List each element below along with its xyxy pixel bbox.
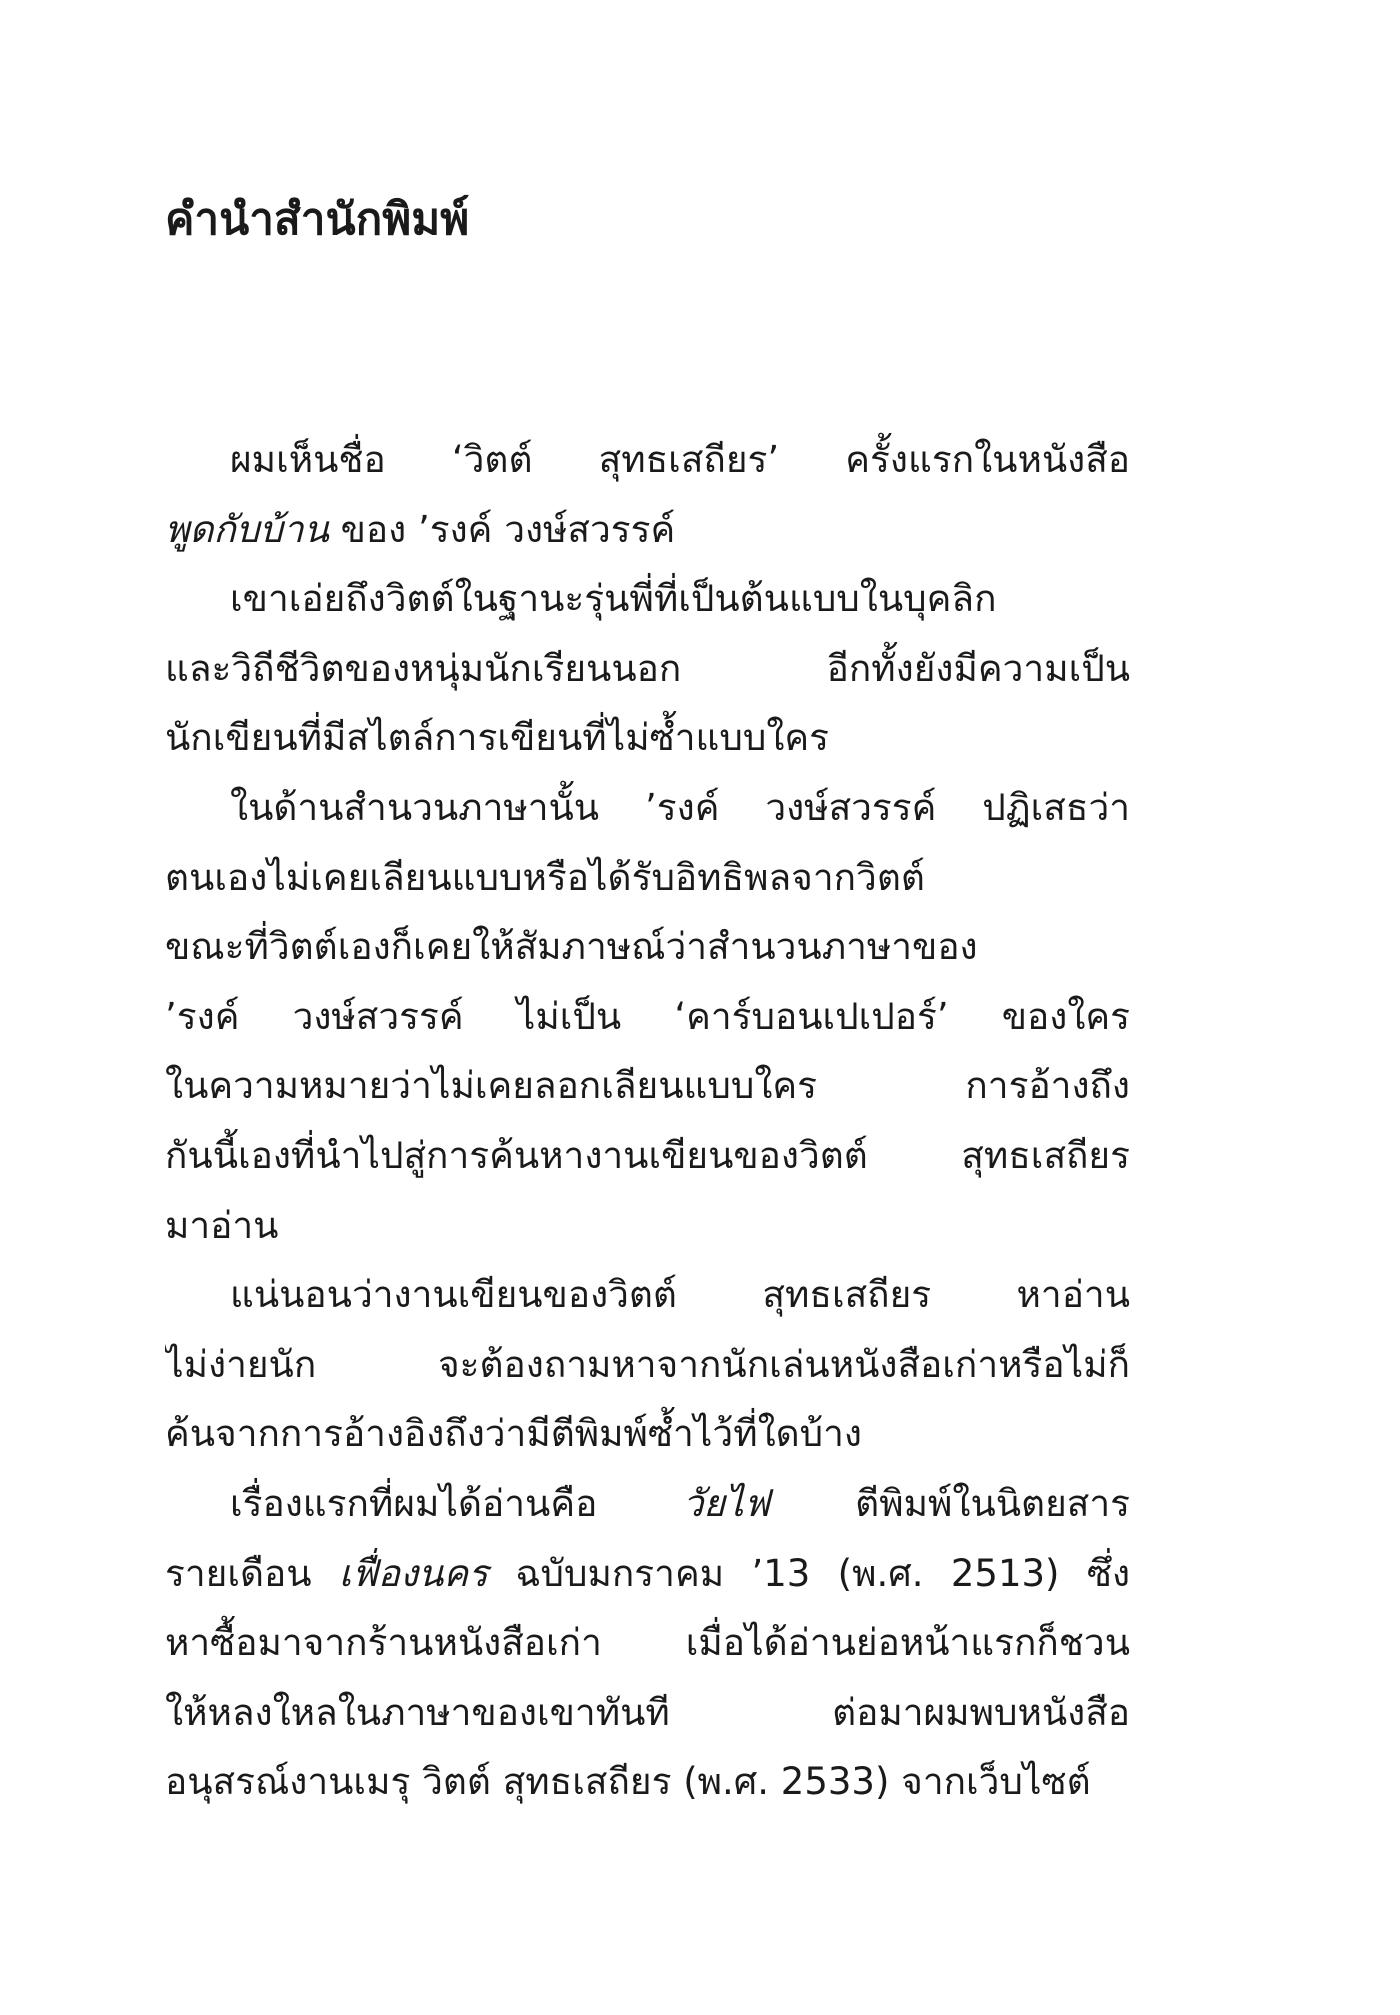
text-line: [165, 1121, 1130, 1191]
body-text: [165, 425, 1130, 1817]
text-segment: เรื่องแรกที่ผมได้อ่านคือ: [230, 1481, 683, 1525]
text-segment: ให้หลงใหลในภาษาของเขาทันที ต่อมาผมพบหนังสือ: [165, 1690, 1130, 1734]
text-segment: ค้นจากการอ้างอิงถึงว่ามีตีพิมพ์ซ้ำไว้ที่ใดบ้าง: [165, 1412, 863, 1456]
text-segment: ฉบับมกราคม ’13 (พ.ศ. 2513) ซึ่ง: [487, 1551, 1130, 1595]
text-line: [165, 1399, 1130, 1469]
text-segment: หาซื้อมาจากร้านหนังสือเก่า เมื่อได้อ่านย่อหน้าแรกก็ชวน: [165, 1621, 1130, 1665]
text-line: [165, 912, 1130, 982]
text-line: [165, 1469, 1130, 1539]
text-line: [165, 703, 1130, 773]
text-segment: มาอ่าน: [165, 1203, 279, 1247]
text-segment: ในความหมายว่าไม่เคยลอกเลียนแบบใคร การอ้างถึง: [165, 1064, 1130, 1108]
text-segment: ในด้านสำนวนภาษานั้น ’รงค์ วงษ์สวรรค์ ปฏิเสธว่า: [230, 785, 1130, 829]
text-segment: แน่นอนว่างานเขียนของวิตต์ สุทธเสถียร หาอ่าน: [230, 1273, 1130, 1317]
text-line: [165, 564, 1130, 634]
text-line: [165, 634, 1130, 704]
text-line: [165, 495, 1130, 565]
text-segment: กันนี้เองที่นำไปสู่การค้นหางานเขียนของวิตต์ สุทธเสถียร: [165, 1133, 1130, 1177]
text-segment: และวิถีชีวิตของหนุ่มนักเรียนนอก อีกทั้งยังมีความเป็น: [165, 646, 1130, 690]
text-line: [165, 1260, 1130, 1330]
chapter-title: คำนำสำนักพิมพ์: [165, 194, 470, 245]
text-segment: เขาเอ่ยถึงวิตต์ในฐานะรุ่นพี่ที่เป็นต้นแบบในบุคลิก: [230, 577, 997, 621]
text-line: [165, 1678, 1130, 1748]
text-line: [165, 1747, 1130, 1817]
text-line: [165, 1051, 1130, 1121]
text-line: [165, 1539, 1130, 1609]
text-segment: ตนเองไม่เคยเลียนแบบหรือได้รับอิทธิพลจากวิตต์: [165, 855, 925, 899]
text-segment: นักเขียนที่มีสไตล์การเขียนที่ไม่ซ้ำแบบใคร: [165, 716, 830, 760]
text-segment: ของ ’รงค์ วงษ์สวรรค์: [328, 507, 676, 551]
text-segment: รายเดือน: [165, 1551, 339, 1595]
text-segment: ผมเห็นชื่อ ‘วิตต์ สุทธเสถียร’ ครั้งแรกในหนังสือ: [230, 438, 1130, 481]
text-line: [165, 1330, 1130, 1400]
text-segment: ’รงค์ วงษ์สวรรค์ ไม่เป็น ‘คาร์บอนเปเปอร์’ ของใคร: [165, 994, 1130, 1038]
text-line: [165, 1608, 1130, 1678]
text-line: [165, 773, 1130, 843]
text-line: [165, 843, 1130, 913]
text-line: [165, 425, 1130, 495]
text-line: [165, 982, 1130, 1052]
italic-title-text: วัยไฟ: [682, 1481, 770, 1525]
text-segment: ขณะที่วิตต์เองก็เคยให้สัมภาษณ์ว่าสำนวนภาษาของ: [165, 925, 978, 969]
text-segment: อนุสรณ์งานเมรุ วิตต์ สุทธเสถียร (พ.ศ. 2533) จากเว็บไซต์: [165, 1760, 1091, 1804]
italic-title-text: พูดกับบ้าน: [165, 507, 329, 551]
text-segment: ตีพิมพ์ในนิตยสาร: [769, 1481, 1130, 1525]
text-segment: ไม่ง่ายนัก จะต้องถามหาจากนักเล่นหนังสือเก่าหรือไม่ก็: [165, 1342, 1130, 1386]
italic-title-text: เฟื่องนคร: [338, 1551, 488, 1595]
text-line: [165, 1191, 1130, 1261]
